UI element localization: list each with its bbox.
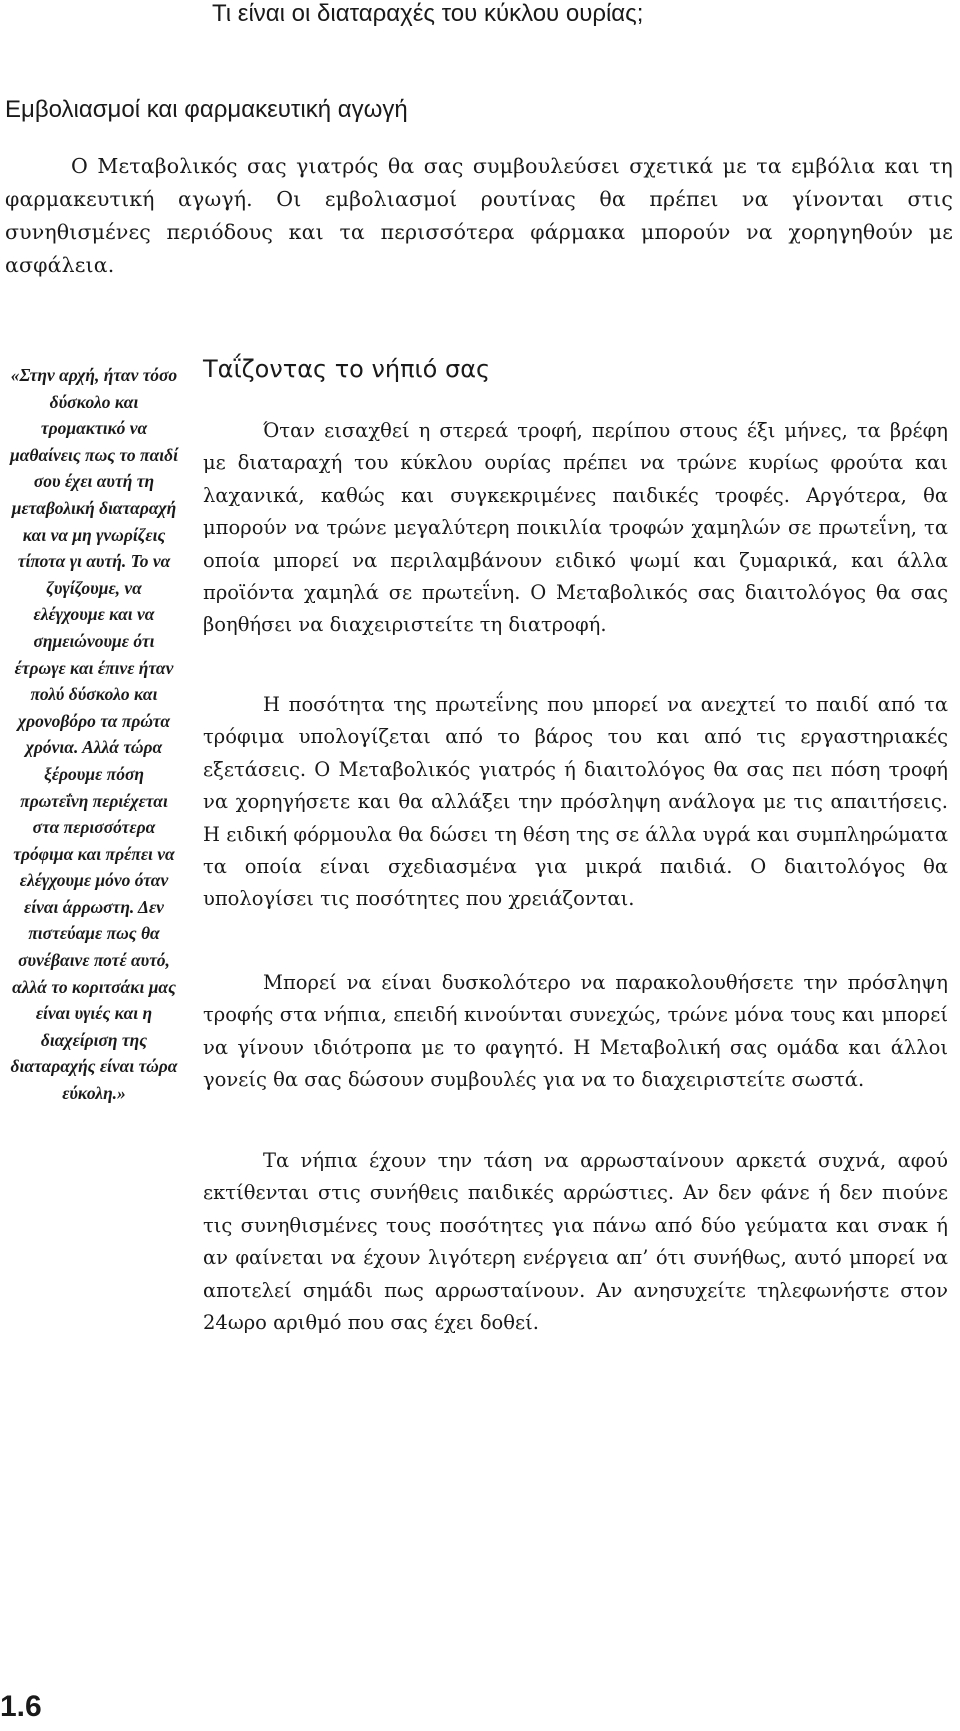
section-heading-vaccinations: Εμβολιασμοί και φαρμακευτική αγωγή [5, 96, 408, 123]
body-paragraph: Όταν εισαχθεί η στερεά τροφή, περίπου στους έξι μήνες, τα βρέφη με διαταραχή του κύκλου ουρίας πρέπει να τρώνε κυρίως φρούτα και λαχανικά, καθώς και συγκεκριμένες παιδικές τροφές. Αργότερα, θα μπορούν να τρώνε μεγαλύτερη ποικιλία τροφών χαμηλών σε πρωτεΐνη, τα οποία μπορεί να περιλαμβάνουν ειδικό ψωμί και ζυμαρικά, και άλλα προϊόντα χαμηλά σε πρωτεΐνη. Ο Μεταβολικός σας διαιτολόγος θα σας βοηθήσει να διαχειριστείτε τη διατροφή. [203, 419, 948, 637]
body-paragraph: Τα νήπια έχουν την τάση να αρρωσταίνουν αρκετά συχνά, αφού εκτίθενται στις συνήθεις παιδικές αρρώστιες. Αν δεν φάνε ή δεν πιούνε τις συνηθισμένες τους ποσότητες για πάνω από δύο γεύματα και σνακ ή αν φαίνεται να έχουν λιγότερη ενέργεια απ’ ότι συνήθως, αυτό μπορεί να αποτελεί σημάδι πως αρρωσταίνουν. Αν ανησυχείτε τηλεφωνήστε στον 24ωρο αριθμό που σας έχει δοθεί. [203, 1149, 948, 1335]
parent-quote: «Στην αρχή, ήταν τόσο δύσκολο και τρομακτικό να μαθαίνεις πως το παιδί σου έχει αυτή τη μεταβολική διαταραχή και να μη γνωρίζεις τίποτα γι αυτή. Το να ζυγίζουμε, να ελέγχουμε και να σημειώνουμε ότι έτρωγε και έπινε ήταν πολύ δύσκολο και χρονοβόρο τα πρώτα χρόνια. Αλλά τώρα ξέρουμε πόση πρωτεΐνη περιέχεται στα περισσότερα τρόφιμα και πρέπει να ελέγχουμε μόνο όταν είναι άρρωστη. Δεν πιστεύαμε πως θα συνέβαινε ποτέ αυτό, αλλά το κοριτσάκι μας είναι υγιές και η διαχείριση της διαταραχής είναι τώρα εύκολη.» [10, 365, 178, 1104]
section-heading-feeding: Ταΐζοντας το νήπιό σας [203, 355, 491, 383]
body-paragraph: Η ποσότητα της πρωτεΐνης που μπορεί να ανεχτεί το παιδί από τα τρόφιμα υπολογίζεται από το βάρος του και από τις εργαστηριακές εξετάσεις. Ο Μεταβολικός γιατρός ή διαιτολόγος θα σας πει πόση τροφή να χορηγήσετε και θα αλλάξει την πρόσληψη ανάλογα με τις απαιτήσεις. Η ειδική φόρμουλα θα δώσει τη θέση της σε άλλα υγρά και συμπληρώματα τα οποία είναι σχεδιασμένα για μικρά παιδιά. Ο διαιτολόγος θα υπολογίσει τις ποσότητες που χρειάζονται. [203, 693, 948, 911]
body-paragraph: Μπορεί να είναι δυσκολότερο να παρακολουθήσετε την πρόσληψη τροφής στα νήπια, επειδή κινούνται συνεχώς, τρώνε μόνα τους και μπορεί να γίνουν ιδιότροπα με το φαγητό. Η Μεταβολική σας ομάδα και άλλοι γονείς θα σας δώσουν συμβουλές για να το διαχειριστείτε σωστά. [203, 971, 948, 1092]
intro-paragraph: Ο Μεταβολικός σας γιατρός θα σας συμβουλεύσει σχετικά με τα εμβόλια και τη φαρμακευτική αγωγή. Οι εμβολιασμοί ρουτίνας θα πρέπει να γίνονται στις συνηθισμένες περιόδους και τα περισσότερα φάρμακα μπορούν να χορηγηθούν με ασφάλεια. [5, 154, 953, 277]
page-title: Τι είναι οι διαταραχές του κύκλου ουρίας; [212, 0, 644, 27]
page-number: 1.6 [0, 1690, 42, 1723]
